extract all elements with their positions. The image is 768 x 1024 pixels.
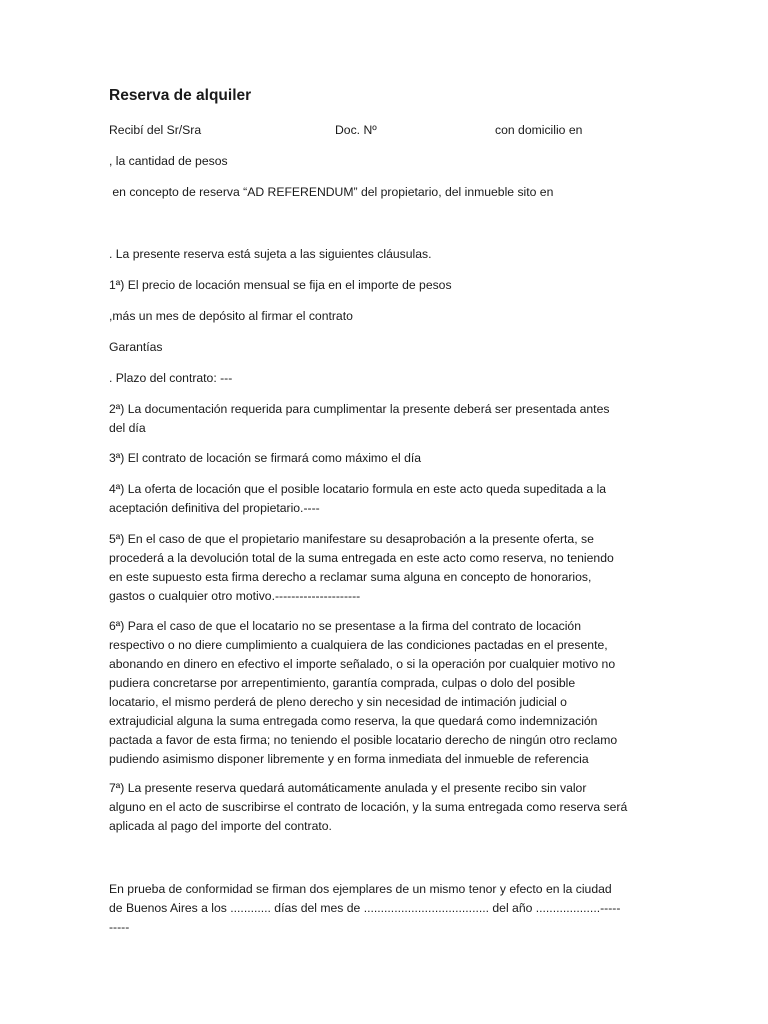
plazo-line: . Plazo del contrato: ---	[109, 371, 233, 385]
clausula-7	[109, 779, 669, 836]
paragraph-line: extrajudicial alguna la suma entregada como reserva, la que quedará como indemnización	[109, 714, 598, 728]
clausula-3: 3ª) El contrato de locación se firmará como máximo el día	[109, 451, 422, 465]
conformidad-paragraph	[109, 880, 669, 937]
clausula-6	[109, 617, 669, 769]
garantias-line: Garantías	[109, 340, 163, 354]
paragraph-line: 2ª) La documentación requerida para cumplimentar la presente deberá ser presentada antes	[109, 402, 610, 416]
clausula-5	[109, 530, 669, 606]
paragraph-line: pudiera concretarse por arrepentimiento, garantía comprada, culpas o dolo del posible	[109, 676, 576, 690]
paragraph-line: pactada a favor de esta firma; no teniendo el posible locatario derecho de ningún otro reclamo	[109, 733, 618, 747]
paragraph-line: 4ª) La oferta de locación que el posible locatario formula en este acto queda supeditada a la	[109, 482, 607, 496]
paragraph-line: 7ª) La presente reserva quedará automáticamente anulada y el presente recibo sin valor	[109, 781, 587, 795]
paragraph-line: abonando en dinero en efectivo el importe señalado, o si la operación por cualquier motivo no	[109, 657, 616, 671]
concepto-line: en concepto de reserva “AD REFERENDUM” del propietario, del inmueble sito en	[109, 185, 554, 199]
paragraph-line: procederá a la devolución total de la suma entregada en este acto como reserva, no teniendo	[109, 551, 614, 565]
document-title: Reserva de alquiler	[109, 87, 252, 104]
clausula-2	[109, 400, 669, 438]
paragraph-line: respectivo o no diere cumplimiento a cualquiera de las condiciones pactadas en el presente,	[109, 638, 608, 652]
domicilio-label: con domicilio en	[495, 123, 583, 137]
deposito-line: ,más un mes de depósito al firmar el contrato	[109, 309, 353, 323]
cantidad-line: , la cantidad de pesos	[109, 154, 228, 168]
paragraph-line: -----	[109, 920, 130, 934]
paragraph-line: en este supuesto esta firma derecho a reclamar suma alguna en concepto de honorarios,	[109, 570, 592, 584]
clausula-4	[109, 480, 669, 518]
paragraph-line: 6ª) Para el caso de que el locatario no se presentase a la firma del contrato de locación	[109, 619, 581, 633]
paragraph-line: pudiendo asimismo disponer libremente y en forma inmediata del inmueble de referencia	[109, 752, 589, 766]
recibi-label: Recibí del Sr/Sra	[109, 123, 202, 137]
paragraph-line: aceptación definitiva del propietario.----	[109, 501, 320, 515]
paragraph-line: locatario, el mismo perderá de pleno derecho y sin necesidad de intimación judicial o	[109, 695, 567, 709]
paragraph-line: aplicada al pago del importe del contrato.	[109, 819, 332, 833]
paragraph-line: 5ª) En el caso de que el propietario manifestare su desaprobación a la presente oferta, se	[109, 532, 594, 546]
paragraph-line: de Buenos Aires a los ............ días del mes de ..................................... del año ...................-----	[109, 901, 621, 915]
clausula-1: 1ª) El precio de locación mensual se fija en el importe de pesos	[109, 278, 452, 292]
paragraph-line: gastos o cualquier otro motivo.---------------------	[109, 589, 361, 603]
sujeta-line: . La presente reserva está sujeta a las siguientes cláusulas.	[109, 247, 432, 261]
doc-label: Doc. Nº	[335, 123, 377, 137]
paragraph-line: alguno en el acto de suscribirse el contrato de locación, y la suma entregada como reserva será	[109, 800, 628, 814]
paragraph-line: En prueba de conformidad se firman dos ejemplares de un mismo tenor y efecto en la ciudad	[109, 882, 612, 896]
paragraph-line: del día	[109, 421, 146, 435]
